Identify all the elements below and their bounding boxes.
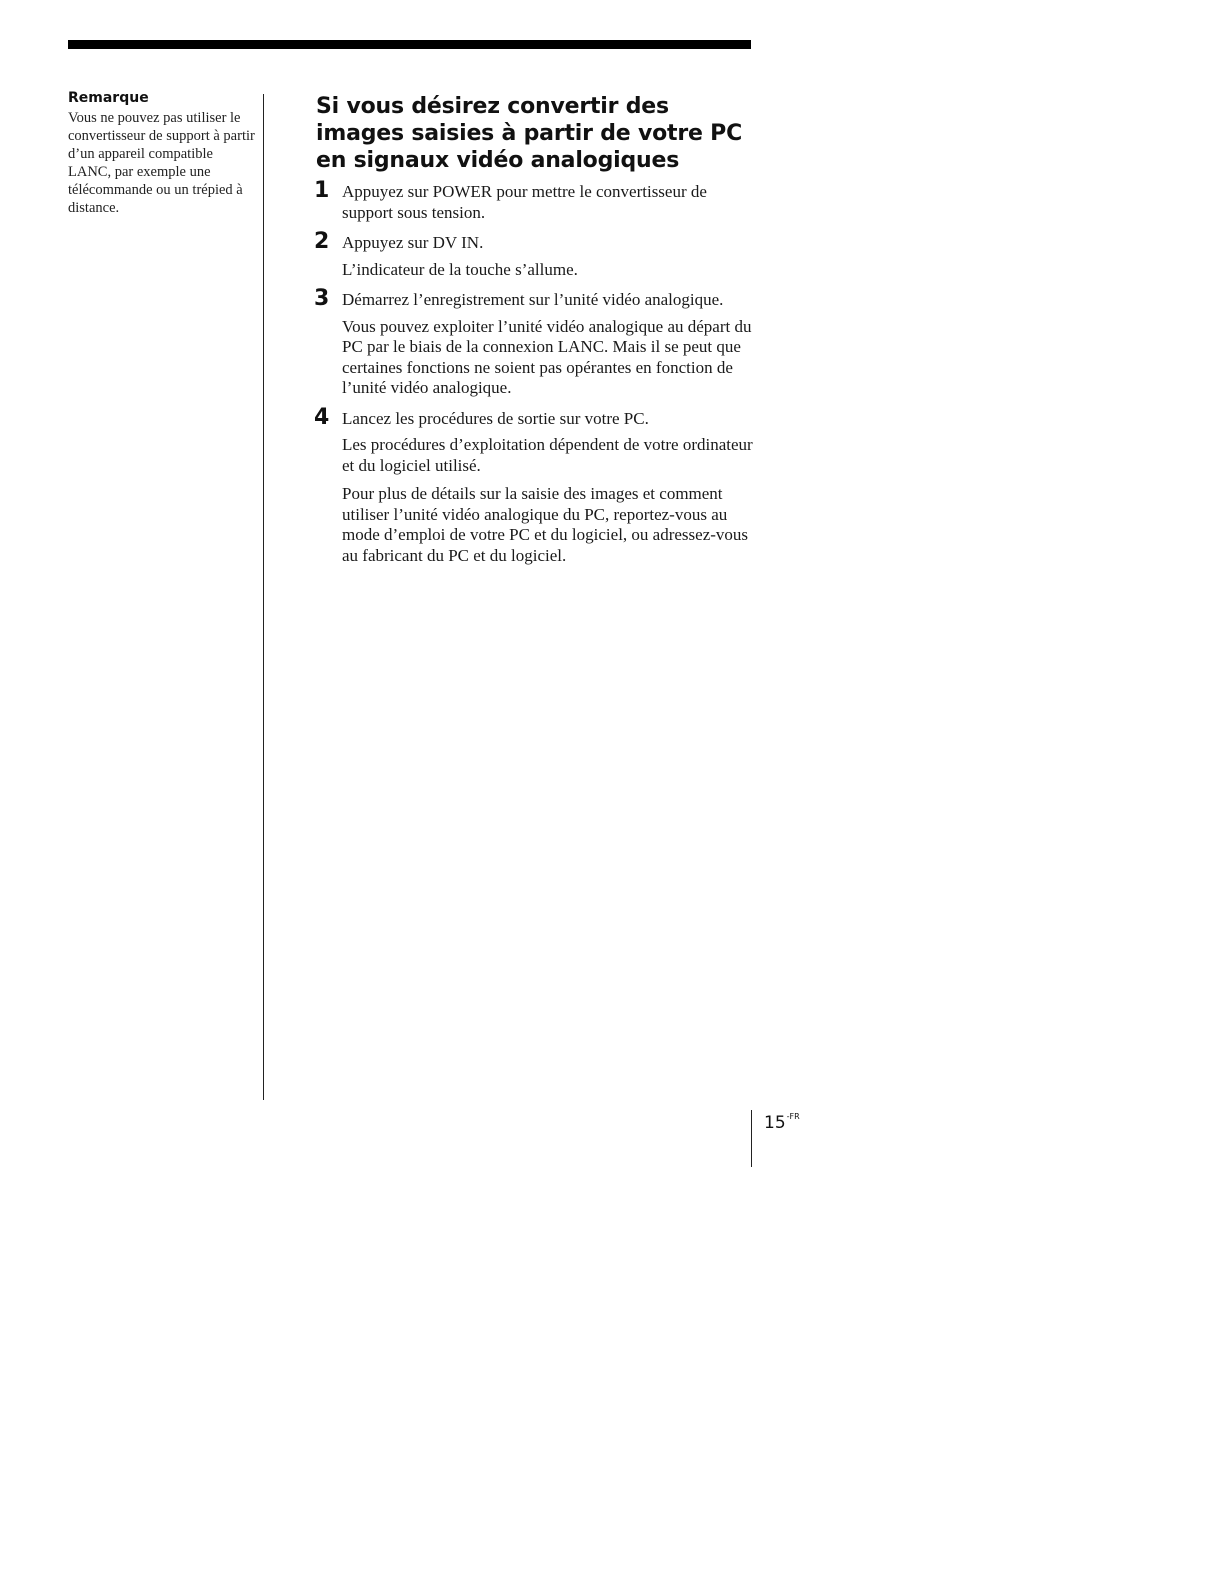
step-number: 4	[314, 404, 330, 430]
step-1	[314, 178, 756, 223]
section-heading: Si vous désirez convertir des images saisies à partir de votre PC en signaux vidéo analogiques	[316, 94, 743, 173]
step-text: Lancez les procédures de sortie sur votre PC.	[342, 408, 649, 428]
page-number-rule	[751, 1110, 752, 1167]
page-number-suffix: -FR	[786, 1112, 800, 1121]
step-text: Appuyez sur POWER pour mettre le convertisseur de support sous tension.	[342, 182, 707, 222]
note-title: Remarque	[68, 90, 149, 106]
step-2	[314, 229, 756, 280]
step-number: 2	[314, 229, 330, 254]
step-text: Appuyez sur DV IN.	[342, 233, 484, 252]
page-number-value: 15	[764, 1113, 786, 1133]
step-detail: Vous pouvez exploiter l’unité vidéo analogique au départ du PC par le biais de la connexion LANC. Mais il se peut que certaines fonctions ne soient pas opérantes en fonction de l’unité vidéo analogique.	[342, 316, 752, 397]
column-divider	[263, 94, 264, 1100]
step-detail: Les procédures d’exploitation dépendent de votre ordinateur et du logiciel utilisé.	[342, 435, 753, 475]
step-3	[314, 286, 756, 399]
step-detail: L’indicateur de la touche s’allume.	[342, 259, 578, 279]
step-text: Démarrez l’enregistrement sur l’unité vidéo analogique.	[342, 290, 724, 309]
step-number: 3	[314, 286, 330, 311]
step-detail: Pour plus de détails sur la saisie des images et comment utiliser l’unité vidéo analogique du PC, reportez-vous au mode d’emploi de votre PC et du logiciel, ou adressez-vous au fabricant du PC et du logiciel.	[342, 484, 749, 565]
note-body: Vous ne pouvez pas utiliser le convertisseur de support à partir d’un appareil compatible LANC, par exemple une télécommande ou un trépied à distance.	[68, 110, 255, 216]
top-rule	[68, 40, 751, 49]
page-number	[764, 1112, 800, 1133]
step-number: 1	[314, 178, 330, 203]
side-note	[68, 90, 258, 217]
step-4	[314, 404, 756, 567]
main-content	[316, 93, 756, 576]
